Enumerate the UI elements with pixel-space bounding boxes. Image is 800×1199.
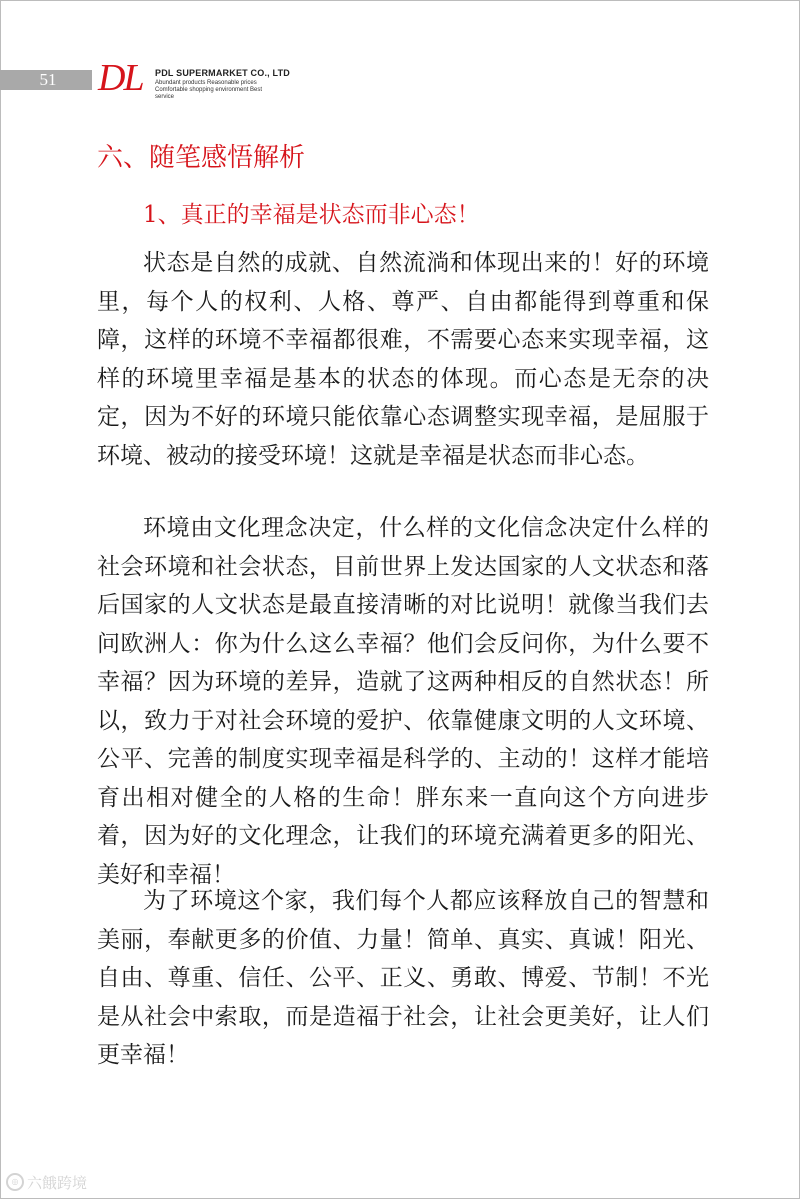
section-title: 六、随笔感悟解析: [97, 143, 306, 173]
watermark-text: 六餓跨境: [27, 1173, 88, 1192]
watermark-logo-icon: ◎: [6, 1173, 24, 1191]
body-paragraph-3: 为了环境这个家，我们每个人都应该释放自己的智慧和美丽，奉献更多的价值、力量！简单、真实、真诚！阳光、自由、尊重、信任、公平、正义、勇敢、博爱、节制！不光是从社会中索取，而是造福于社会，让社会更美好，让人们更幸福！: [97, 888, 709, 1068]
watermark: [6, 1170, 87, 1194]
company-name: PDL SUPERMARKET CO., LTD: [155, 68, 290, 78]
page-number: 51: [39, 70, 57, 89]
body-paragraph-1: 状态是自然的成就、自然流淌和体现出来的！好的环境里，每个人的权利、人格、尊严、自由都能得到尊重和保障，这样的环境不幸福都很难，不需要心态来实现幸福，这样的环境里幸福是基本的状态的体现。而心态是无奈的决定，因为不好的环境只能依靠心态调整实现幸福，是屈服于环境、被动的接受环境！这就是幸福是状态而非心态。: [97, 250, 709, 469]
company-slogan: Abundant products Reasonable prices Comfortable shopping environment Best service: [155, 80, 263, 100]
company-logo: DL: [98, 57, 143, 99]
body-paragraph-2: 环境由文化理念决定，什么样的文化信念决定什么样的社会环境和社会状态，目前世界上发达国家的人文状态和落后国家的人文状态是最直接清晰的对比说明！就像当我们去问欧洲人：你为什么这么幸福？他们会反问你，为什么要不幸福？因为环境的差异，造就了这两种相反的自然状态！所以，致力于对社会环境的爱护、依靠健康文明的人文环境、公平、完善的制度实现幸福是科学的、主动的！这样才能培育出相对健全的人格的生命！胖东来一直向这个方向进步着，因为好的文化理念，让我们的环境充满着更多的阳光、美好和幸福！: [97, 515, 709, 888]
subsection-title: 1、真正的幸福是状态而非心态！: [143, 202, 480, 228]
